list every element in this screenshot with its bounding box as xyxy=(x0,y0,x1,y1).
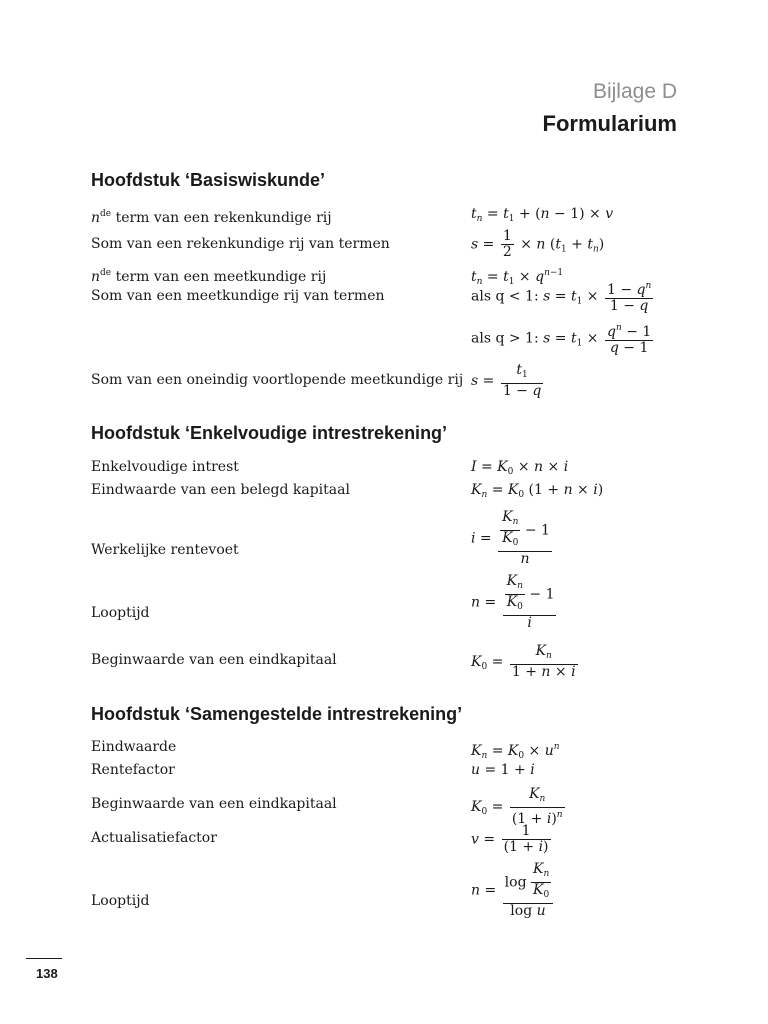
label-present-value-compound: Beginwaarde van een eindkapitaal xyxy=(91,796,337,812)
label-duration-simple: Looptijd xyxy=(91,605,150,621)
formula-simple-interest: $I = K_0 \times n \times i$ xyxy=(471,459,569,477)
formula-effective-rate: i = $\frac{K_n}{K_0}$ − 1 n xyxy=(471,509,550,567)
label-final-value-compound: Eindwaarde xyxy=(91,739,177,755)
appendix-label: Bijlage D xyxy=(592,80,677,103)
label-sum-geometric: Som van een meetkundige rij van termen xyxy=(91,288,385,304)
label-duration-compound: Looptijd xyxy=(91,893,150,909)
page-number-rule xyxy=(26,958,62,959)
formula-interest-factor: u = 1 + i xyxy=(471,762,535,778)
formula-sum-geometric-q-lt-1: als q < 1: $s = t_1$ × $\frac{1 - q^n}{1 - q}$ xyxy=(471,281,652,314)
section-heading-basiswiskunde: Hoofdstuk ‘Basiswiskunde’ xyxy=(91,170,326,190)
label-nth-term-arithmetic: $n^{de}$ term van een rekenkundige rij xyxy=(91,209,332,226)
formula-sum-arithmetic: s = $\frac{1}{2}$ × n $(t_1 + t_n)$ xyxy=(471,228,605,260)
label-sum-arithmetic: Som van een rekenkundige rij van termen xyxy=(91,236,390,252)
section-heading-samengestelde: Hoofdstuk ‘Samengestelde intrestrekening’ xyxy=(91,704,463,724)
formula-sum-geometric-q-gt-1: als q > 1: $s = t_1$ × $\frac{q^n - 1}{q - 1}$ xyxy=(471,323,652,356)
label-final-value-simple: Eindwaarde van een belegd kapitaal xyxy=(91,482,350,498)
label-effective-rate: Werkelijke rentevoet xyxy=(91,542,239,558)
formula-present-value-simple: $K_0$ = $\frac{K_n}{1 + n \times i}$ xyxy=(471,643,576,680)
formula-final-value-simple: $K_n = K_0$ (1 + n × i) xyxy=(471,482,604,500)
label-nth-term-geometric: $n^{de}$ term van een meetkundige rij xyxy=(91,268,327,285)
label-sum-infinite-geometric: Som van een oneindig voortlopende meetkundige rij xyxy=(91,372,464,388)
formula-final-value-compound: $K_n = K_0 \times u^n$ xyxy=(471,742,560,761)
section-heading-enkelvoudige: Hoofdstuk ‘Enkelvoudige intrestrekening’ xyxy=(91,423,448,443)
formula-duration-simple: n = $\frac{K_n}{K_0}$ − 1 i xyxy=(471,573,555,631)
formula-nth-term-geometric: $t_n = t_1 \times q^{n-1}$ xyxy=(471,268,564,287)
formula-present-value-compound: $K_0$ = $\frac{K_n}{(1 + i)^n}$ xyxy=(471,786,563,827)
label-present-value-simple: Beginwaarde van een eindkapitaal xyxy=(91,652,337,668)
formula-discount-factor: v = $\frac{1}{(1 + i)}$ xyxy=(471,823,549,855)
formula-duration-compound: n = log $\frac{K_n}{K_0}$ log u xyxy=(471,862,555,919)
page-number: 138 xyxy=(36,966,58,981)
label-simple-interest: Enkelvoudige intrest xyxy=(91,459,239,475)
label-interest-factor: Rentefactor xyxy=(91,762,175,778)
label-discount-factor: Actualisatiefactor xyxy=(91,830,217,846)
formula-nth-term-arithmetic: $t_n = t_1 + (n - 1) \times v$ xyxy=(471,206,614,224)
formula-sum-infinite-geometric: s = $\frac{t_1}{1 - q}$ xyxy=(471,362,542,399)
page-title: Formularium xyxy=(542,111,677,136)
